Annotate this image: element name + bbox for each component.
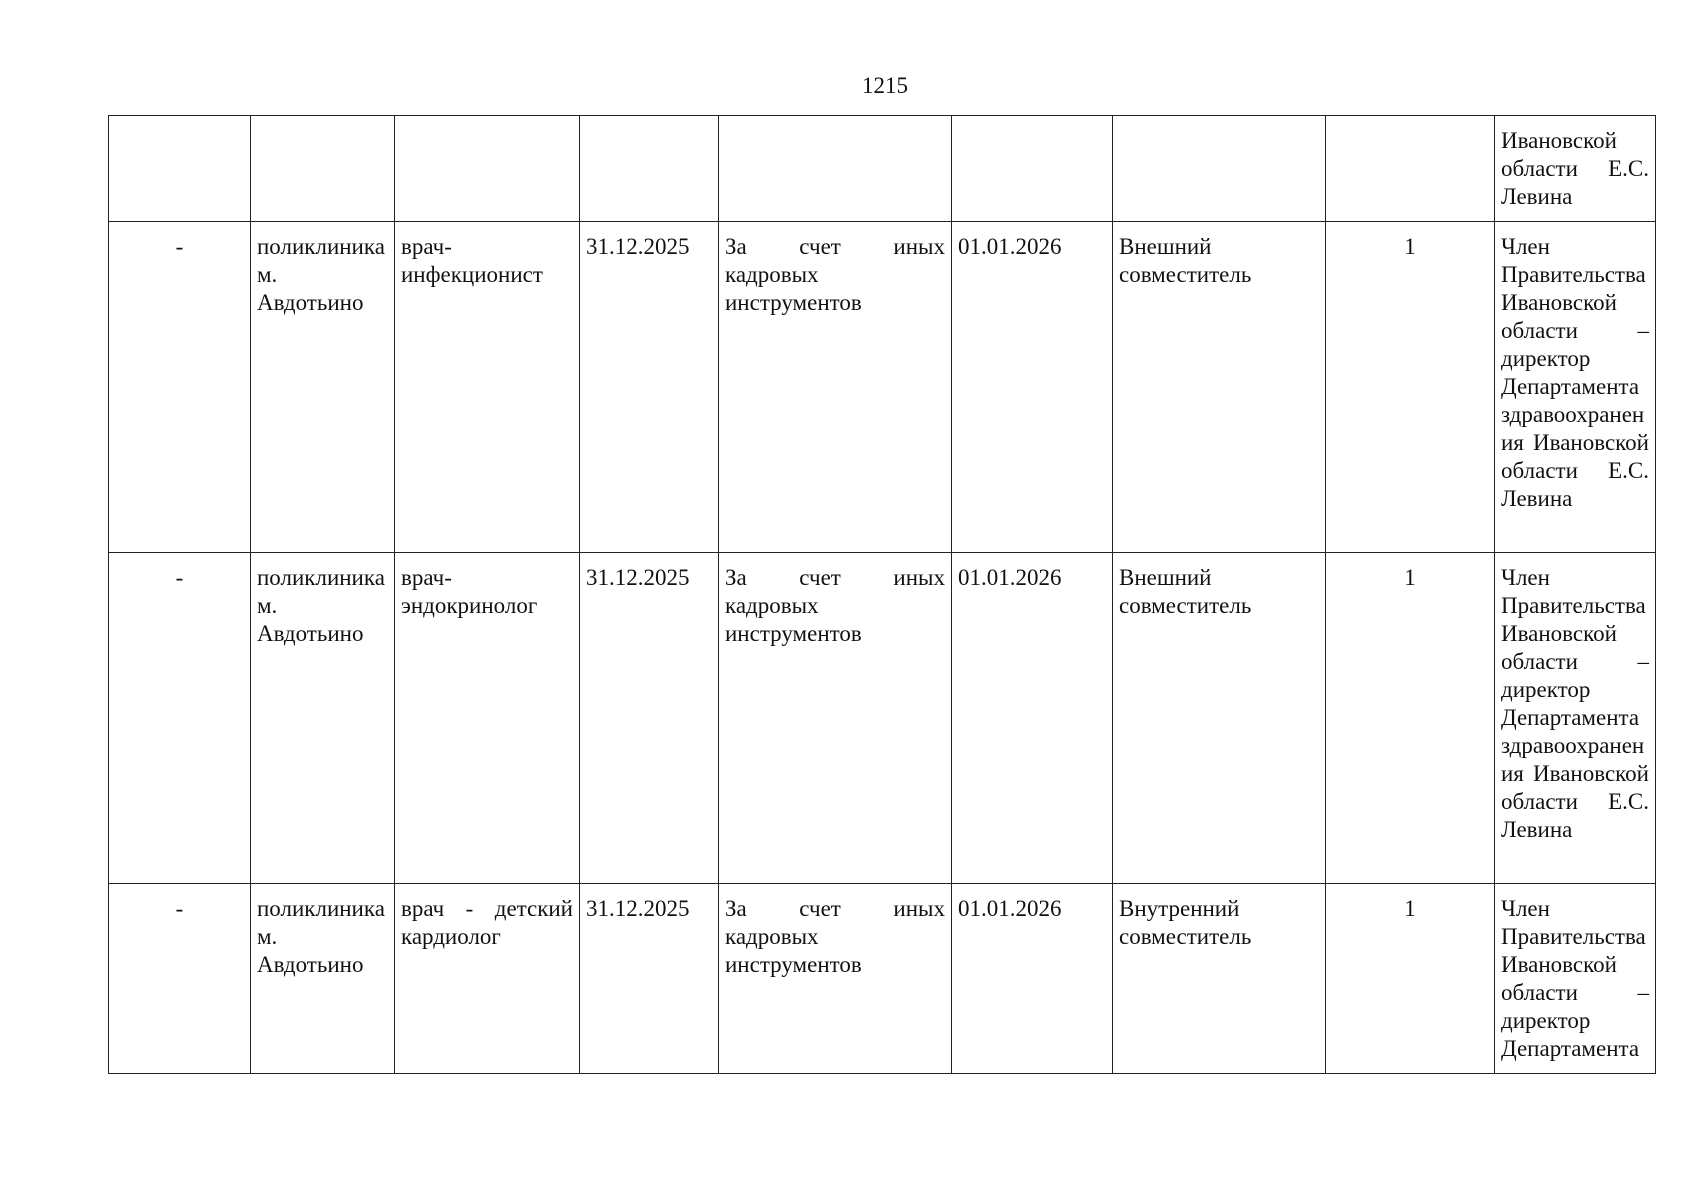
cell-department: поликлиника м. Авдотьино [251,222,395,553]
cell-employment-type: Внешний совместитель [1113,222,1326,553]
cell-start-date: 01.01.2026 [952,553,1113,884]
cell-method: За счет иных кадровых инструментов [719,222,952,553]
cell-method [719,116,952,222]
table-row [109,222,1656,553]
cell-number: - [109,884,251,1074]
cell-method: За счет иных кадровых инструментов [719,553,952,884]
cell-count: 1 [1326,884,1495,1074]
cell-count: 1 [1326,553,1495,884]
cell-department: поликлиника м. Авдотьино [251,884,395,1074]
staffing-table [108,115,1656,1074]
cell-employment-type [1113,116,1326,222]
cell-approver: Ивановской области Е.С. Левина [1495,116,1656,222]
cell-position [395,116,580,222]
cell-method: За счет иных кадровых инструментов [719,884,952,1074]
cell-approver: Член Правительства Ивановской области – директор Департамента [1495,884,1656,1074]
cell-deadline: 31.12.2025 [580,553,719,884]
table-row [109,553,1656,884]
cell-deadline: 31.12.2025 [580,222,719,553]
cell-approver: Член Правительства Ивановской области – директор Департамента здравоохранения Ивановской области Е.С. Левина [1495,222,1656,553]
cell-position: врач-эндокринолог [395,553,580,884]
cell-number: - [109,222,251,553]
cell-approver: Член Правительства Ивановской области – директор Департамента здравоохранения Ивановской области Е.С. Левина [1495,553,1656,884]
table-row [109,116,1656,222]
cell-employment-type: Внутренний совместитель [1113,884,1326,1074]
cell-department [251,116,395,222]
cell-employment-type: Внешний совместитель [1113,553,1326,884]
cell-start-date: 01.01.2026 [952,222,1113,553]
cell-deadline [580,116,719,222]
table-row [109,884,1656,1074]
cell-count [1326,116,1495,222]
table-body [109,116,1656,1074]
cell-count: 1 [1326,222,1495,553]
cell-start-date: 01.01.2026 [952,884,1113,1074]
cell-start-date [952,116,1113,222]
cell-position: врач - детский кардиолог [395,884,580,1074]
cell-deadline: 31.12.2025 [580,884,719,1074]
cell-position: врач-инфекционист [395,222,580,553]
cell-number [109,116,251,222]
cell-number: - [109,553,251,884]
cell-department: поликлиника м. Авдотьино [251,553,395,884]
page-number: 1215 [862,73,908,98]
